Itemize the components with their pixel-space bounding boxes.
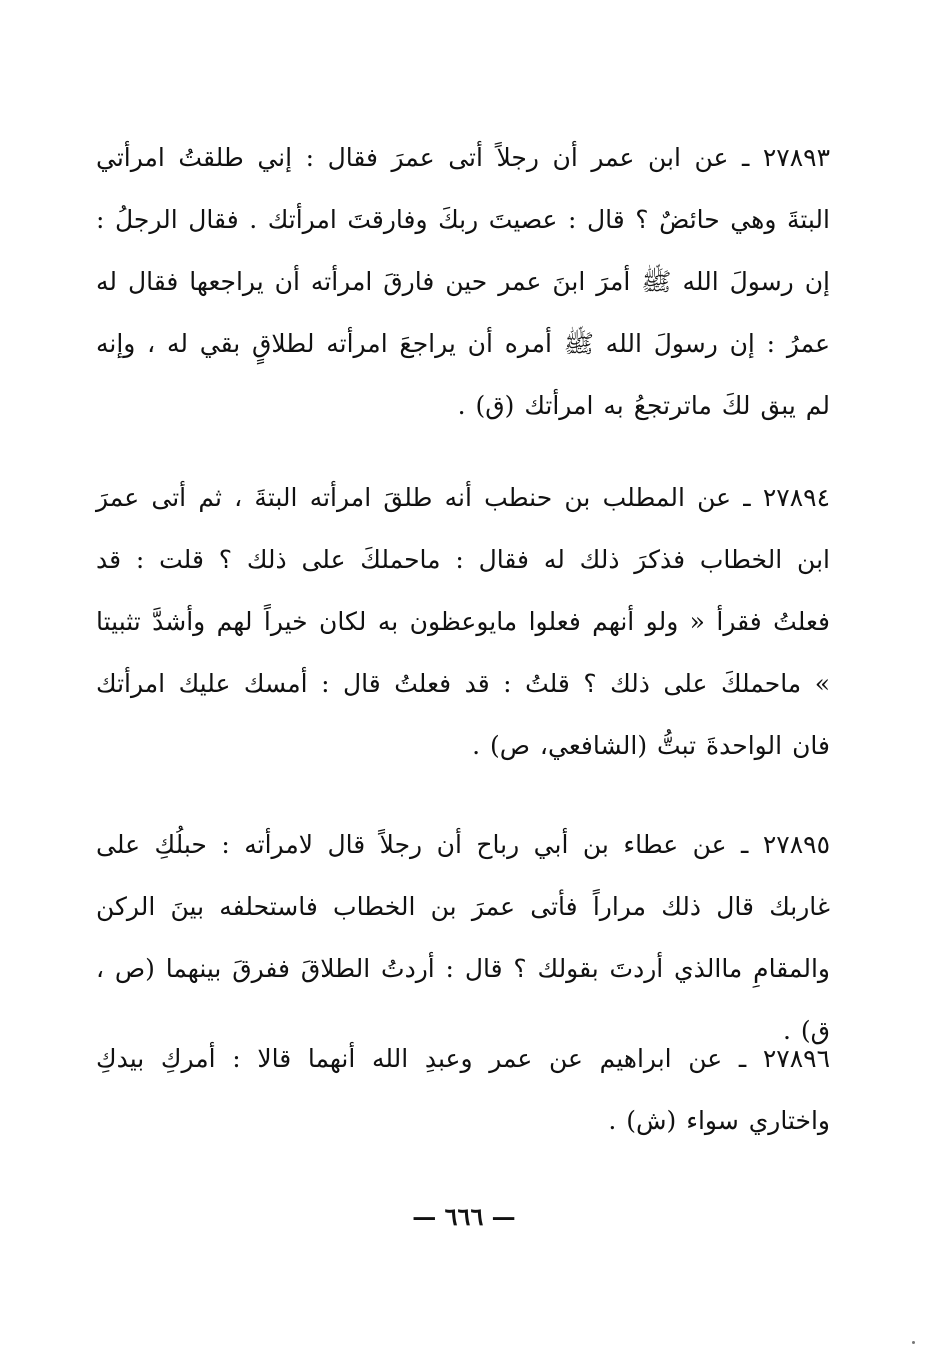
hadith-entry-27894: ٢٧٨٩٤ ـ عن المطلب بن حنطب أنه طلقَ امرأته البتةَ ، ثم أتى عمرَ ابن الخطاب فذكرَ ذلك له فقال : ماحملكَ على ذلك ؟ قلت : قد فعلتُ فقرأ « ولو أنهم فعلوا مايوعظون به لكان خيراً لهم وأشدَّ تثبيتا » ماحملكَ على ذلك ؟ قلتُ : قد فعلتُ قال : أمسك عليك امرأتك فان الواحدةَ تبتُّ (الشافعي، ص) . (96, 483, 830, 760)
hadith-entry-27896: ٢٧٨٩٦ ـ عن ابراهيم عن عمر وعبدِ الله أنهما قالا : أمركِ بيدكِ واختاري سواء (ش) . (96, 1044, 830, 1135)
page-number: — ٦٦٦ — (412, 1202, 516, 1231)
scan-speck (912, 1341, 915, 1344)
hadith-entry-27895: ٢٧٨٩٥ ـ عن عطاء بن أبي رباح أن رجلاً قال لامرأته : حبلُكِ على غاربك قال ذلك مراراً فأتى عمرَ بن الخطاب فاستحلفه بينَ الركن والمقامِ ماالذي أردتَ بقولك ؟ قال : أردتُ الطلاقَ ففرقَ بينهما (ص ، ق) . (96, 830, 830, 1045)
hadith-entry-27893: ٢٧٨٩٣ ـ عن ابن عمر أن رجلاً أتى عمرَ فقال : إني طلقتُ امرأتي البتةَ وهي حائضٌ ؟ قال : عصيتَ ربكَ وفارقتَ امرأتك . فقال الرجلُ : إن رسولَ الله ﷺ أمرَ ابنَ عمر حين فارقَ امرأته أن يراجعها فقال له عمرُ : إن رسولَ الله ﷺ أمره أن يراجعَ امرأته لطلاقٍ بقي له ، وإنه لم يبق لكَ ماترتجعُ به امرأتك (ق) . (96, 143, 831, 420)
